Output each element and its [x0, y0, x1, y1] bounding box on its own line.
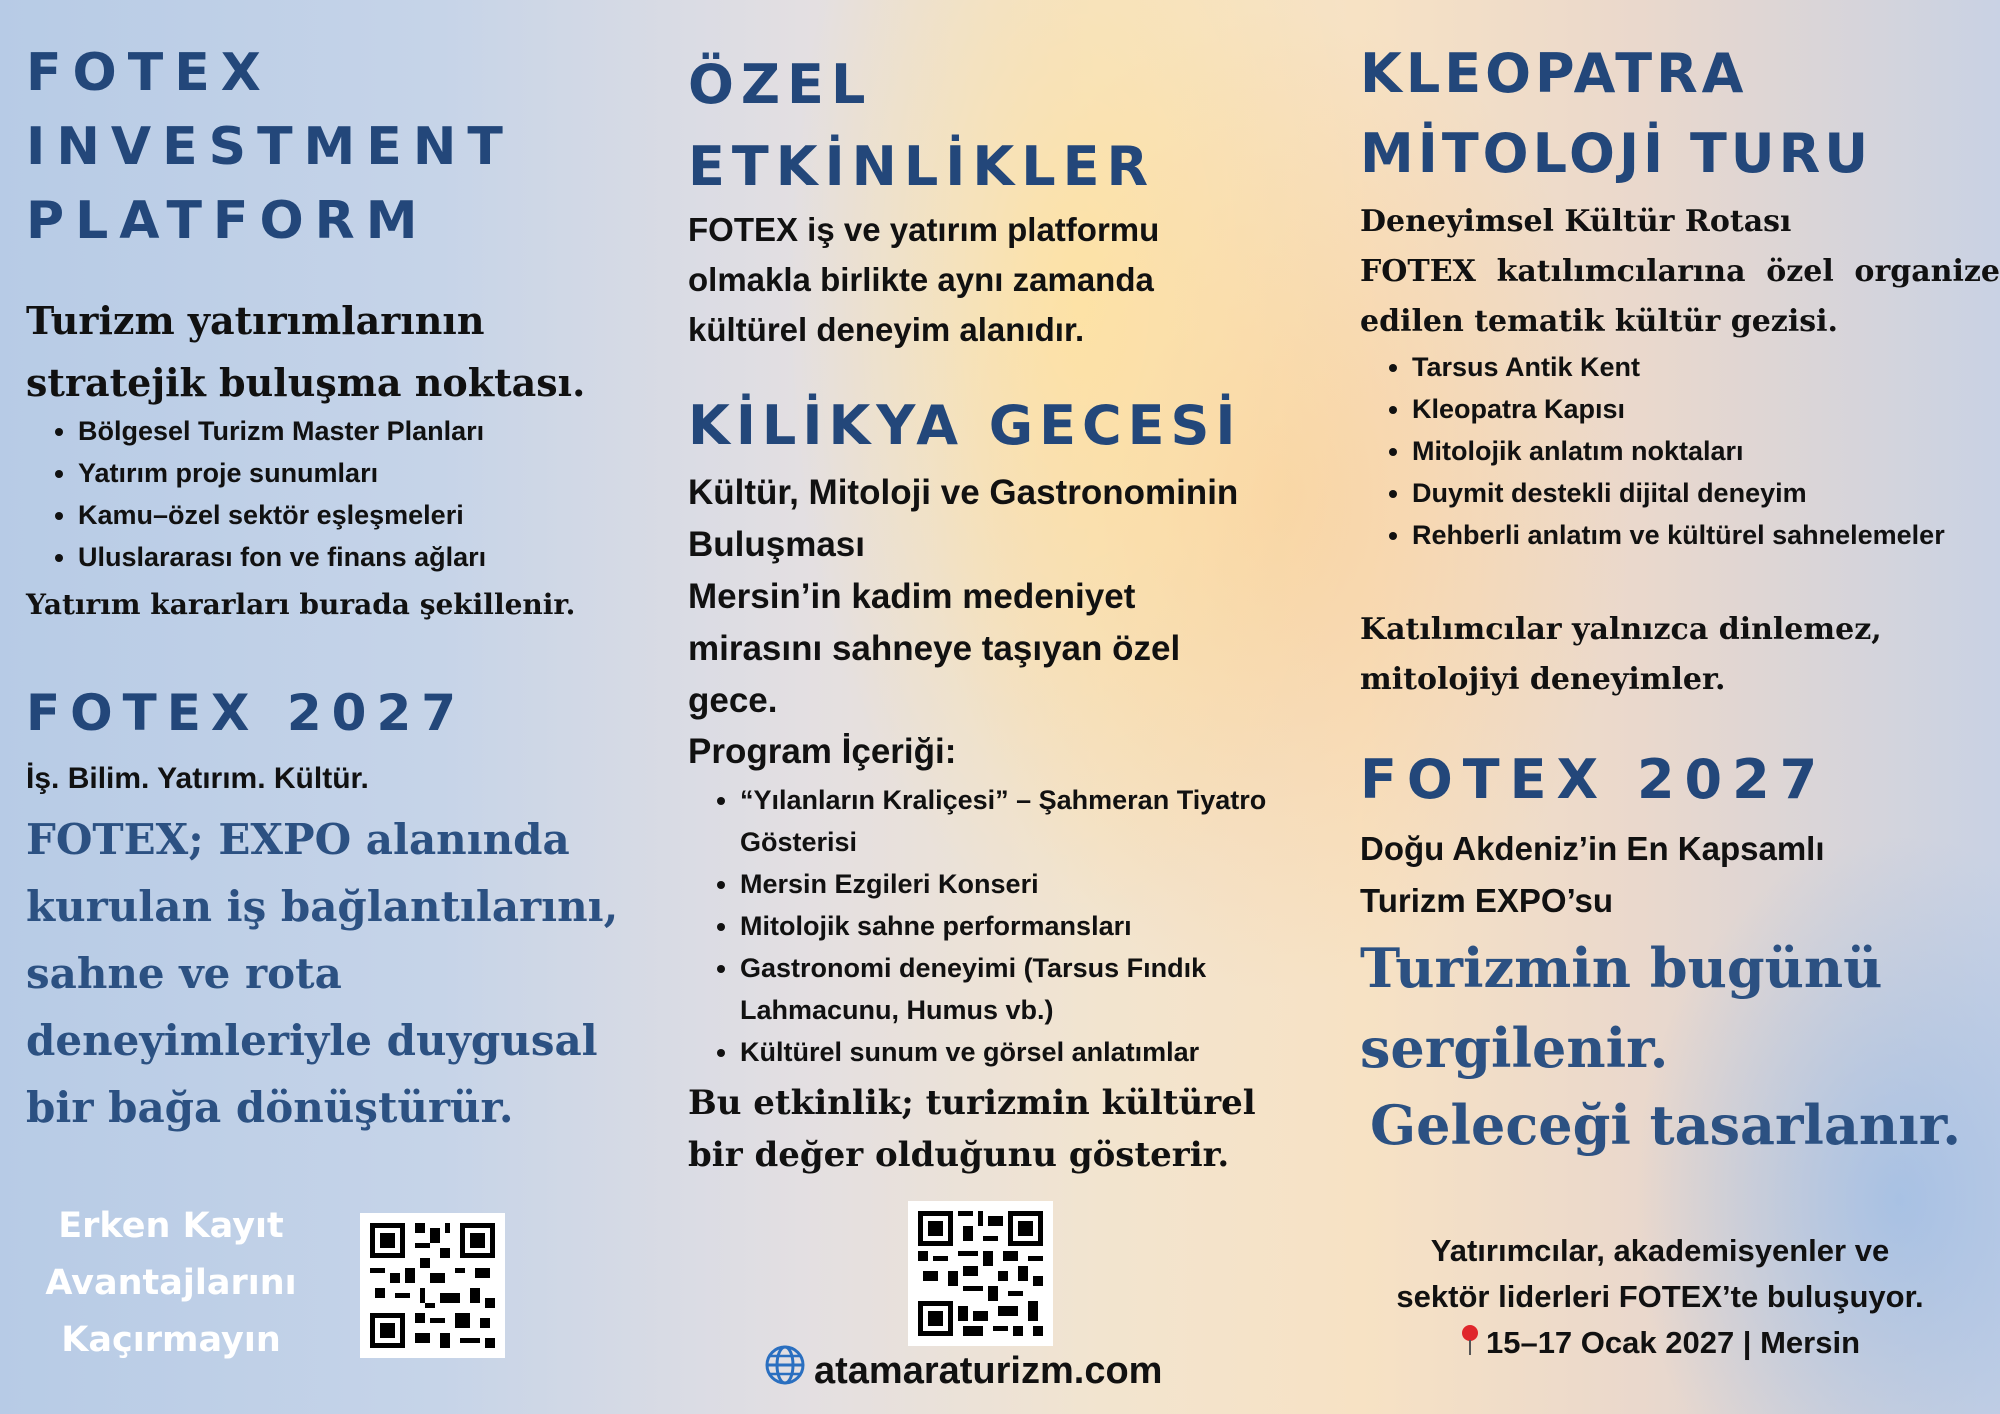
title-line: INVESTMENT — [26, 117, 514, 177]
list-item: • Tarsus Antik Kent — [1412, 346, 1982, 388]
title-line: KLEOPATRA — [1360, 42, 1748, 105]
footer-line: sektör liderleri FOTEX’te buluşuyor. — [1396, 1279, 1924, 1314]
qr-code-image — [908, 1201, 1053, 1346]
fotex-tagline: İş. Bilim. Yatırım. Kültür. — [26, 762, 369, 795]
platform-bullet-list — [26, 410, 698, 578]
title-line: MİTOLOJİ TURU — [1360, 122, 1873, 185]
tour-bullet-list — [1360, 346, 1982, 556]
kilikya-gecesi-heading: KİLİKYA GECESİ — [688, 394, 1242, 457]
fotex-2027-heading: FOTEX 2027 — [26, 684, 467, 742]
title-line: PLATFORM — [26, 191, 429, 251]
event-footer — [1360, 1228, 1960, 1369]
slogan-future: Geleceği tasarlanır. — [1370, 1093, 1961, 1157]
route-description: FOTEX katılımcılarına özel organize edilen tematik kültür gezisi. — [1360, 254, 2000, 339]
event-description: Mersin’in kadim medeniyet mirasını sahneye taşıyan özel gece. — [688, 577, 1181, 720]
location-pin-icon — [1460, 1323, 1480, 1369]
register-line: Erken Kayıt — [58, 1206, 284, 1246]
platform-title — [26, 36, 514, 258]
list-item: • Yatırım proje sunumları — [78, 452, 698, 494]
list-item: • Gastronomi deneyimi (Tarsus Fındık Lahmacunu, Humus vb.) — [740, 947, 1360, 1031]
list-item: • Mersin Ezgileri Konseri — [740, 863, 1360, 905]
date-place-text: 15–17 Ocak 2027 | Mersin — [1485, 1325, 1861, 1360]
slogan-today: Turizmin bugünü sergilenir. — [1360, 936, 1883, 1080]
title-line: ÖZEL — [688, 53, 873, 116]
event-closing: Bu etkinlik; turizmin kültürel bir değer olduğunu gösterir. — [688, 1083, 1256, 1175]
expo-description: Doğu Akdeniz’in En Kapsamlı Turizm EXPO’su — [1360, 830, 1825, 919]
title-line: ETKİNLİKLER — [688, 135, 1156, 198]
kleopatra-title — [1360, 34, 1872, 194]
special-events-title — [688, 44, 1155, 208]
footer-line: Yatırımcılar, akademisyenler ve — [1430, 1233, 1890, 1268]
list-item: • Mitolojik anlatım noktaları — [1412, 430, 1982, 472]
list-item: • Uluslararası fon ve finans ağları — [78, 536, 698, 578]
platform-subtitle: Turizm yatırımlarının stratejik buluşma noktası. — [26, 298, 586, 405]
register-line: Avantajlarını — [45, 1263, 297, 1303]
program-list — [688, 779, 1360, 1073]
tour-closing: Katılımcılar yalnızca dinlemez, mitolojiyi deneyimler. — [1360, 612, 1882, 697]
website-qr-code[interactable] — [908, 1201, 1053, 1346]
event-subtitle: Kültür, Mitoloji ve Gastronominin Buluşması — [688, 473, 1239, 564]
fotex-highlight: FOTEX; EXPO alanında kurulan iş bağlantılarını, sahne ve rota deneyimleriyle duygusal bir bağa dönüştürür. — [26, 815, 619, 1132]
list-item: • “Yılanların Kraliçesi” – Şahmeran Tiyatro Gösterisi — [740, 779, 1360, 863]
route-title: Deneyimsel Kültür Rotası — [1360, 204, 1792, 239]
list-item: • Duymit destekli dijital deneyim — [1412, 472, 1982, 514]
platform-closing: Yatırım kararları burada şekillenir. — [26, 588, 576, 621]
register-line: Kaçırmayın — [61, 1320, 281, 1360]
date-location — [1360, 1320, 1960, 1369]
qr-code-image — [360, 1213, 505, 1358]
website-line[interactable] — [764, 1344, 1162, 1398]
early-registration-text — [26, 1198, 316, 1369]
website-url[interactable]: atamaraturizm.com — [814, 1350, 1163, 1392]
list-item: • Kamu–özel sektör eşleşmeleri — [78, 494, 698, 536]
program-label: Program İçeriği: — [688, 732, 957, 771]
registration-qr-code[interactable] — [360, 1213, 505, 1358]
list-item: • Kleopatra Kapısı — [1412, 388, 1982, 430]
special-events-intro: FOTEX iş ve yatırım platformu olmakla birlikte aynı zamanda kültürel deneyim alanıdır. — [688, 211, 1160, 348]
globe-icon — [764, 1344, 806, 1398]
list-item: • Mitolojik sahne performansları — [740, 905, 1360, 947]
fotex-2027-heading: FOTEX 2027 — [1360, 748, 1828, 811]
list-item: • Bölgesel Turizm Master Planları — [78, 410, 698, 452]
list-item: • Rehberli anlatım ve kültürel sahnelemeler — [1412, 514, 1982, 556]
title-line: FOTEX — [26, 43, 272, 103]
list-item: • Kültürel sunum ve görsel anlatımlar — [740, 1031, 1360, 1073]
